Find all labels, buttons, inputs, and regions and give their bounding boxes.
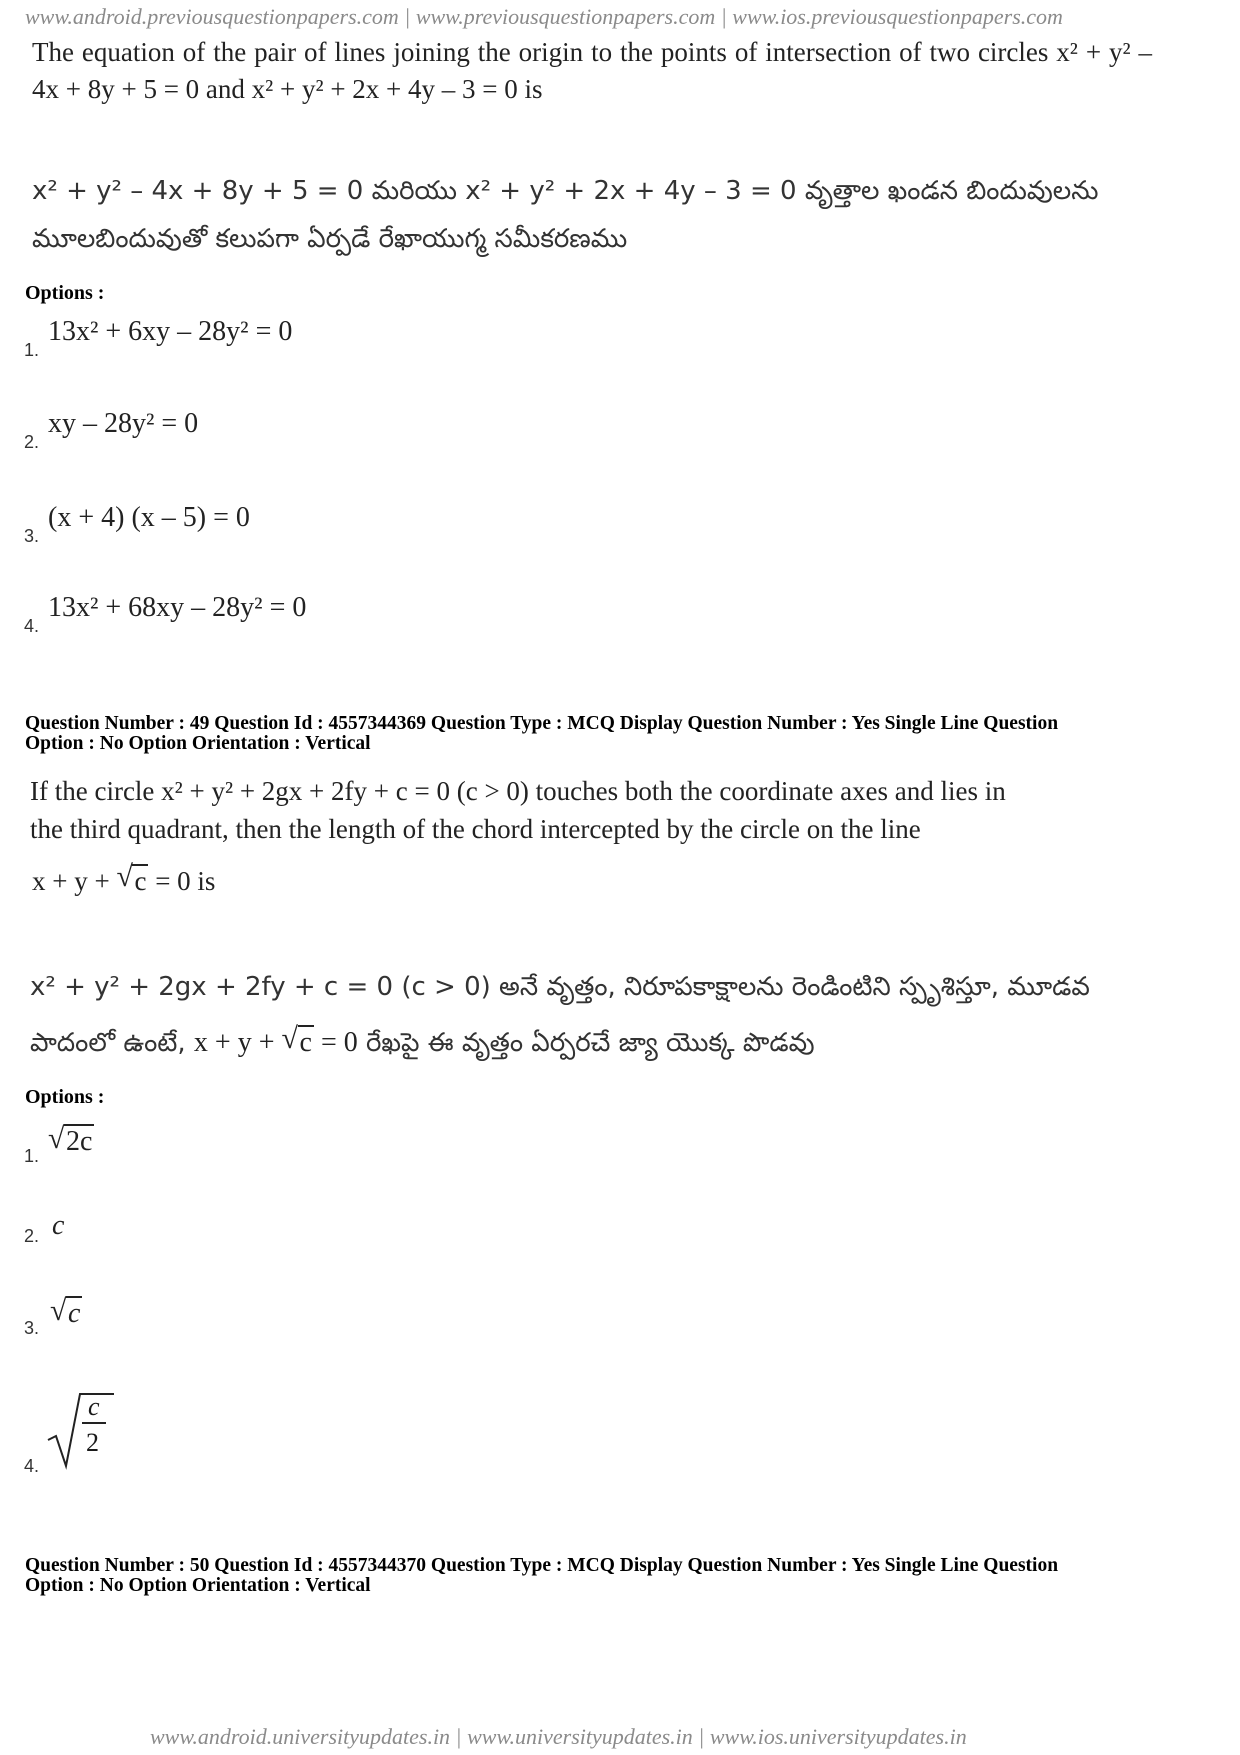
option-number: 2. (24, 432, 40, 452)
sqrt-radicand: c (68, 1298, 81, 1329)
option-number: 4. (24, 1456, 40, 1476)
option-number: 4. (24, 616, 40, 636)
footer-watermark: www.android.universityupdates.in | www.universityupdates.in | www.ios.universityupdates.in (150, 1724, 967, 1749)
q49-telugu-line1: x² + y² + 2gx + 2fy + c = 0 (c > 0) అనే వృత్తం, నిరూపకాక్షాలను రెండింటిని స్పృశిస్తూ, మూడవ (30, 972, 1090, 1002)
question-48-telugu-line2: మూలబిందువుతో కలుపగా ఏర్పడే రేఖాయుగ్మ సమీకరణము (32, 224, 628, 254)
option-expression: 13x² + 68xy – 28y² = 0 (48, 592, 307, 623)
q49-text-line3 (32, 862, 1152, 900)
q49-meta-line1: Question Number : 49 Question Id : 4557344369 Question Type : MCQ Display Question Number : Yes Single Line Question (25, 713, 1059, 734)
header-watermark: www.android.previousquestionpapers.com | www.previousquestionpapers.com | www.ios.previousquestionpapers.com (25, 4, 1063, 29)
telugu-math-post: = 0 (313, 1027, 358, 1058)
q50-meta-line1: Question Number : 50 Question Id : 4557344370 Question Type : MCQ Display Question Number : Yes Single Line Question (25, 1555, 1059, 1576)
q49-line-eq-pre: x + y + (32, 866, 117, 896)
q48-options-label: Options : (25, 282, 105, 304)
option-number: 2. (24, 1226, 40, 1246)
option-number: 1. (24, 1146, 40, 1166)
sqrt-symbol: √ c (281, 1022, 312, 1058)
telugu-suffix: రేఖపై ఈ వృత్తం ఏర్పరచే జ్యా యొక్క పొడవు (357, 1028, 815, 1058)
q49-meta-line2: Option : No Option Orientation : Vertical (25, 733, 371, 754)
fraction-denominator: 2 (86, 1428, 99, 1457)
option-expression: √ 2c (48, 1122, 93, 1157)
telugu-prefix: పాదంలో ఉంటే, (30, 1028, 194, 1058)
sqrt-radicand: c (299, 1027, 312, 1058)
telugu-math-pre: x + y + (193, 1027, 282, 1058)
option-expression: c (52, 1210, 65, 1241)
q49-line-eq-post: = 0 is (148, 866, 216, 896)
sqrt-radicand: c (134, 866, 147, 896)
q49-text-line1: If the circle x² + y² + 2gx + 2fy + c = 0 (c > 0) touches both the coordinate axes and lies in (30, 776, 1006, 806)
option-expression: xy – 28y² = 0 (48, 408, 199, 439)
q49-telugu-line2 (30, 1018, 1150, 1068)
question-48-telugu-line1: x² + y² – 4x + 8y + 5 = 0 మరియు x² + y² + 2x + 4y – 3 = 0 వృత్తాల ఖండన బిందువులను (32, 176, 1099, 206)
q49-text-line2: the third quadrant, then the length of the chord intercepted by the circle on the line (30, 814, 921, 844)
question-48-text: The equation of the pair of lines joining the origin to the points of intersection of two circles x² + y² – 4x + 8y + 5 = 0 and x² + y² + 2x + 4y – 3 = 0 is (32, 37, 1152, 104)
option-number: 1. (24, 340, 40, 360)
option-expression: (x + 4) (x – 5) = 0 (48, 502, 250, 533)
sqrt-symbol: √ c (116, 860, 147, 896)
option-expression: √ c (50, 1294, 81, 1329)
fraction-numerator: c (82, 1392, 106, 1424)
q50-meta-line2: Option : No Option Orientation : Vertical (25, 1575, 371, 1596)
option-number: 3. (24, 1318, 40, 1338)
sqrt-radicand: 2c (66, 1126, 93, 1157)
q49-options-label: Options : (25, 1086, 105, 1108)
option-expression: 13x² + 6xy – 28y² = 0 (48, 316, 293, 347)
option-number: 3. (24, 526, 40, 546)
